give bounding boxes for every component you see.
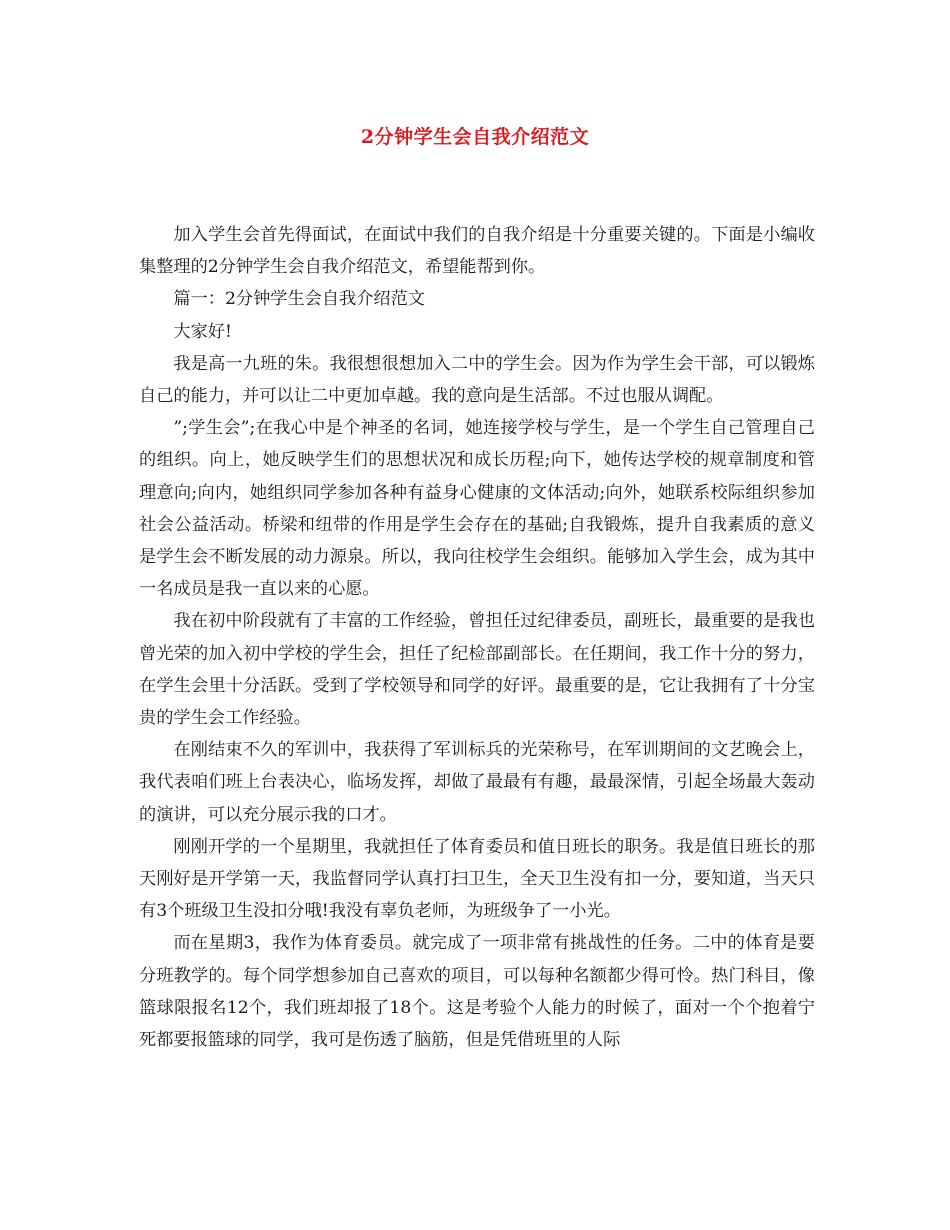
paragraph: 我在初中阶段就有了丰富的工作经验，曾担任过纪律委员，副班长，最重要的是我也曾光荣的加入初中学校的学生会，担任了纪检部副部长。在任期间，我工作十分的努力，在学生会里十分活跃。受到了学校领导和同学的好评。最重要的是，它让我拥有了十分宝贵的学生会工作经验。: [139, 611, 815, 729]
paragraph: 刚刚开学的一个星期里，我就担任了体育委员和值日班长的职务。我是值日班长的那天刚好是开学第一天，我监督同学认真打扫卫生，全天卫生没有扣一分，要知道，当天只有3个班级卫生没扣分哦!我没有辜负老师，为班级争了一小光。: [139, 836, 815, 922]
paragraph: 而在星期3，我作为体育委员。就完成了一项非常有挑战性的任务。二中的体育是要分班教学的。每个同学想参加自己喜欢的项目，可以每种名额都少得可怜。热门科目，像篮球限报名12个，我们班却报了18个。这是考验个人能力的时候了，面对一个个抱着宁死都要报篮球的同学，我可是伤透了脑筋，但是凭借班里的人际: [139, 933, 815, 1051]
paragraph-intro: 加入学生会首先得面试，在面试中我们的自我介绍是十分重要关键的。下面是小编收集整理的2分钟学生会自我介绍范文，希望能帮到你。: [139, 225, 815, 278]
document-body: [139, 219, 815, 1056]
paragraph-greeting: 大家好!: [173, 321, 232, 342]
paragraph: 在刚结束不久的军训中，我获得了军训标兵的光荣称号，在军训期间的文艺晚会上，我代表咱们班上台表决心，临场发挥，却做了最最有有趣，最最深情，引起全场最大轰动的演讲，可以充分展示我的口才。: [139, 740, 815, 825]
document-title: 2分钟学生会自我介绍范文: [360, 126, 590, 148]
paragraph: ”;学生会”;在我心中是个神圣的名词，她连接学校与学生，是一个学生自己管理自己的组织。向上，她反映学生们的思想状况和成长历程;向下，她传达学校的规章制度和管理意向;向内，她组织同学参加各种有益身心健康的文体活动;向外，她联系校际组织参加社会公益活动。桥梁和纽带的作用是学生会存在的基础;自我锻炼，提升自我素质的意义是学生会不断发展的动力源泉。所以，我向往校学生会组织。能够加入学生会，成为其中一名成员是我一直以来的心愿。: [139, 418, 815, 600]
paragraph-section-heading: 篇一：2分钟学生会自我介绍范文: [173, 289, 425, 310]
paragraph: 我是高一九班的朱。我很想很想加入二中的学生会。因为作为学生会干部，可以锻炼自己的能力，并可以让二中更加卓越。我的意向是生活部。不过也服从调配。: [139, 353, 815, 407]
